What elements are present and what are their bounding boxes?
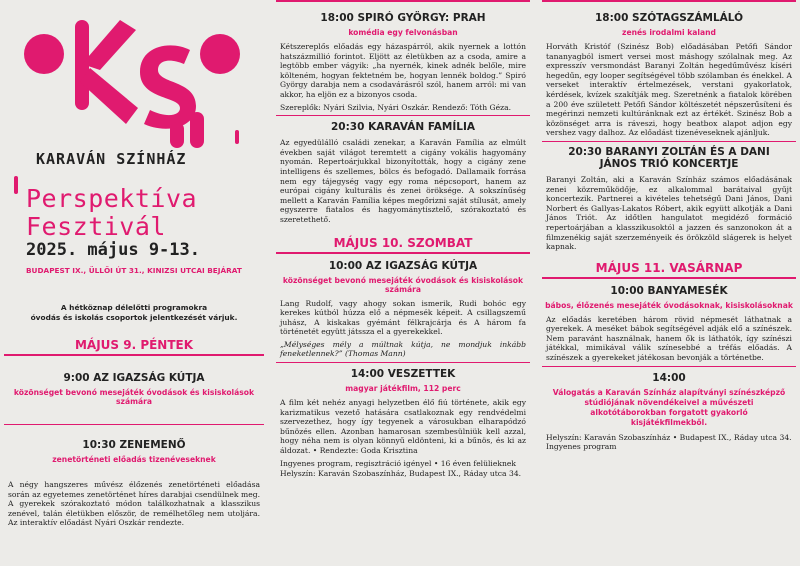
event-title: 14:00 VESZETTEK	[350, 368, 456, 381]
middle-column	[272, 0, 534, 482]
event-info: Ingyenes program, regisztráció igényel • 16 éven felülieknek	[280, 458, 516, 468]
event-subtitle: Válogatás a Karaván Színház alapítványi színészképző stúdiójának növendékeivel a művészeti alkotótáborokban forgatott gyakorló kisjátékfilmekből.	[552, 387, 786, 427]
day-heading: MÁJUS 11. VASÁRNAP	[595, 260, 743, 275]
event-subtitle: komédia egy felvonásban	[348, 28, 458, 37]
event-subtitle: közönséget bevonó mesejáték óvodások és kisiskolások számára	[13, 388, 255, 406]
day-heading: MÁJUS 10. SZOMBAT	[333, 235, 473, 250]
festival-title-line1: Perspektíva	[26, 184, 198, 213]
event-subtitle: bábos, élőzenés mesejáték óvodásoknak, kisiskolásoknak	[545, 300, 793, 310]
note-line: A hétköznap délelőtti programokra	[60, 303, 208, 312]
event-quote: „Mélységes mély a múltnak kútja, ne mondjuk inkább feneketlennek?” (Thomas Mann)	[280, 339, 526, 359]
event-subtitle: zenés irodalmi kaland	[622, 28, 716, 37]
event-title: 10:30 ZENEMENŐ	[82, 439, 186, 451]
day-heading: MÁJUS 9. PÉNTEK	[74, 338, 194, 352]
event-title: 9:00 AZ IGAZSÁG KÚTJA	[63, 372, 205, 384]
event-description: Lang Rudolf, vagy ahogy sokan ismerik, Rudi bohóc egy kerekes kútból húzza elő a népmesék képeit. A csillagszemű juhász, A kiskakas gyémánt félkrajcárja és A három fa történetét együtt játssza el a gyerekekkel.	[280, 298, 526, 337]
event-info: Ingyenes program	[546, 442, 617, 452]
event-venue: Helyszín: Karaván Szobaszínház • Budapest IX., Ráday utca 34.	[546, 432, 792, 442]
event-title: 14:00	[652, 371, 686, 384]
event-title: 20:30 BARANYI ZOLTÁN ÉS A DANI JÁNOS TRIÓ KONCERTJE	[568, 145, 770, 170]
decor-bar	[14, 176, 18, 194]
event-description: Horváth Kristóf (Szinész Bob) előadásában Petőfi Sándor tananyagból ismert versei most máshogy szólalnak meg. Az expresszív versmondást Baranyi Zoltán hegedűművész kíséri hegedűn, egy looper segítségével több szólamban és énekkel. A verseket interaktív értelmezések, verstani gyakorlatok, kérdések, kvízek szakítják meg. Szeretnénk a fiatalok körében a 200 éve született Petőfi Sándor költészetét népszerűsíteni és megérinzi nemzeti kultúránknak ezt az értékét. Szinész Bob a közönséget arra is ráveszi, hogy beatbox alapot adjon egy vershez vagy dalhoz. Az előadást tizenéveseknek ajánljuk.	[546, 42, 792, 138]
event-title: 10:00 AZ IGAZSÁG KÚTJA	[328, 259, 478, 272]
event-cast: Szereplők: Nyári Szilvia, Nyári Oszkár. Rendező: Tóth Géza.	[280, 102, 512, 112]
event-title: 20:30 KARAVÁN FAMÍLIA	[331, 121, 475, 134]
festival-date: 2025. május 9-13.	[26, 240, 200, 260]
event-subtitle: magyar játékfilm, 112 perc	[345, 384, 461, 394]
registration-note	[10, 303, 258, 323]
event-venue: Helyszín: Karaván Szobaszínház, Budapest IX., Ráday utca 34.	[280, 469, 522, 479]
event-subtitle: zenetörténeti előadás tizenéveseknek	[52, 455, 216, 464]
brand-name: KARAVÁN SZÍNHÁZ	[36, 150, 187, 168]
event-title: 18:00 SZÓTAGSZÁMLÁLÓ	[594, 12, 744, 24]
karavan-logo	[20, 12, 245, 152]
event-description: A négy hangszeres művész élőzenés zenetörténeti előadása során az egyetemes zenetörténet híres darabjai csendülnek meg. A gyerekek szórakoztató módon találkozhatnak a klasszikus zenével, talán életükben először, de remélhetőleg nem utoljára. Az interaktív előadást Nyári Oszkár rendezte.	[8, 480, 260, 528]
left-column	[0, 0, 268, 566]
event-description: A film két nehéz anyagi helyzetben élő fiú története, akik egy karizmatikus vezető hatására csatlakoznak egy rendvédelmi szervezethez, hogy így tegyenek a városukban elharapódzó bűnözés ellen. Azonban hamarosan szembesülniük kell azzal, hogy néha nem is olyan könnyű eldönteni, ki a bűnös, és ki az áldozat. • Rendezte: Goda Krisztina	[280, 398, 526, 456]
event-description: Az előadás keretében három rövid népmesét láthatnak a gyerekek. A meséket bábok segítségével adják elő a színészek. Nem paravánt használnak, hanem ők is láthatók, így színészi játékkal, mimikával válik színesebbé a tréfás előadás. A színészek a gyerekeket játékosan bevonják a történetbe.	[546, 314, 792, 363]
right-column	[538, 0, 800, 455]
festival-title-line2: Fesztivál	[26, 212, 166, 241]
decor-bar	[235, 130, 239, 144]
event-title: 10:00 BANYAMESÉK	[610, 284, 728, 297]
event-description: Kétszereplős előadás egy házaspárról, akik nyernek a lottón hatszázmillió forintot. Eljött az életükben az a csoda, amire a legtöbb ember vágyik: „ha nyernék, kinek adnék belőle, mire költeném, hogyan fektetném be, hogyan lennék boldog.” Spiró György darabja nem a csodavárásról szól, hanem arról: mi van akkor, ha eljön ez a bizonyos csoda.	[280, 42, 526, 99]
event-description: Az egyedülálló családi zenekar, a Karaván Família az elmúlt években saját világot teremtett a cigány vokális hagyomány nyomán. Repertoárjukkal bizonyították, hogy a cigány zene intelligens és szellemes, bölcs és befogadó. Dallamaik forrása nem egy tájegység vagy egy roma népcsoport, hanem az európai cigány kulturális és zenei öröksége. A sokszínűség mellett a Karaván Família képes megőrizni saját stílusát, amely egyszerre fiatalos és hagyománytisztelő, szórakoztató és szeretethető.	[280, 138, 526, 224]
note-line: óvodás és iskolás csoportok jelentkezését várjuk.	[30, 313, 238, 322]
festival-address: BUDAPEST IX., ÜLLŐI ÚT 31., KINIZSI UTCAI BEJÁRAT	[26, 266, 242, 275]
event-title: 18:00 SPIRÓ GYÖRGY: PRAH	[320, 12, 486, 24]
event-subtitle: közönséget bevonó mesejáték óvodások és kisiskolások számára	[282, 275, 524, 294]
event-description: Baranyi Zoltán, aki a Karaván Színház számos előadásának zenei közreműködője, ez alkalommal barátaival gyűjt koncertezik. Partnerei a kivételes tehetségű Dani János, Dani Norbert és Gallyas-Lakatos Róbert, akik együtt alkotják a Dani János Triót. Az időtlen hangulatot megidéző formáció repertoárjában a klasszikusoktól a jazzen és sanzonokon át a filmzenékig saját szerzeményeik és örökzöld slágerek is helyet kapnak.	[546, 174, 792, 252]
